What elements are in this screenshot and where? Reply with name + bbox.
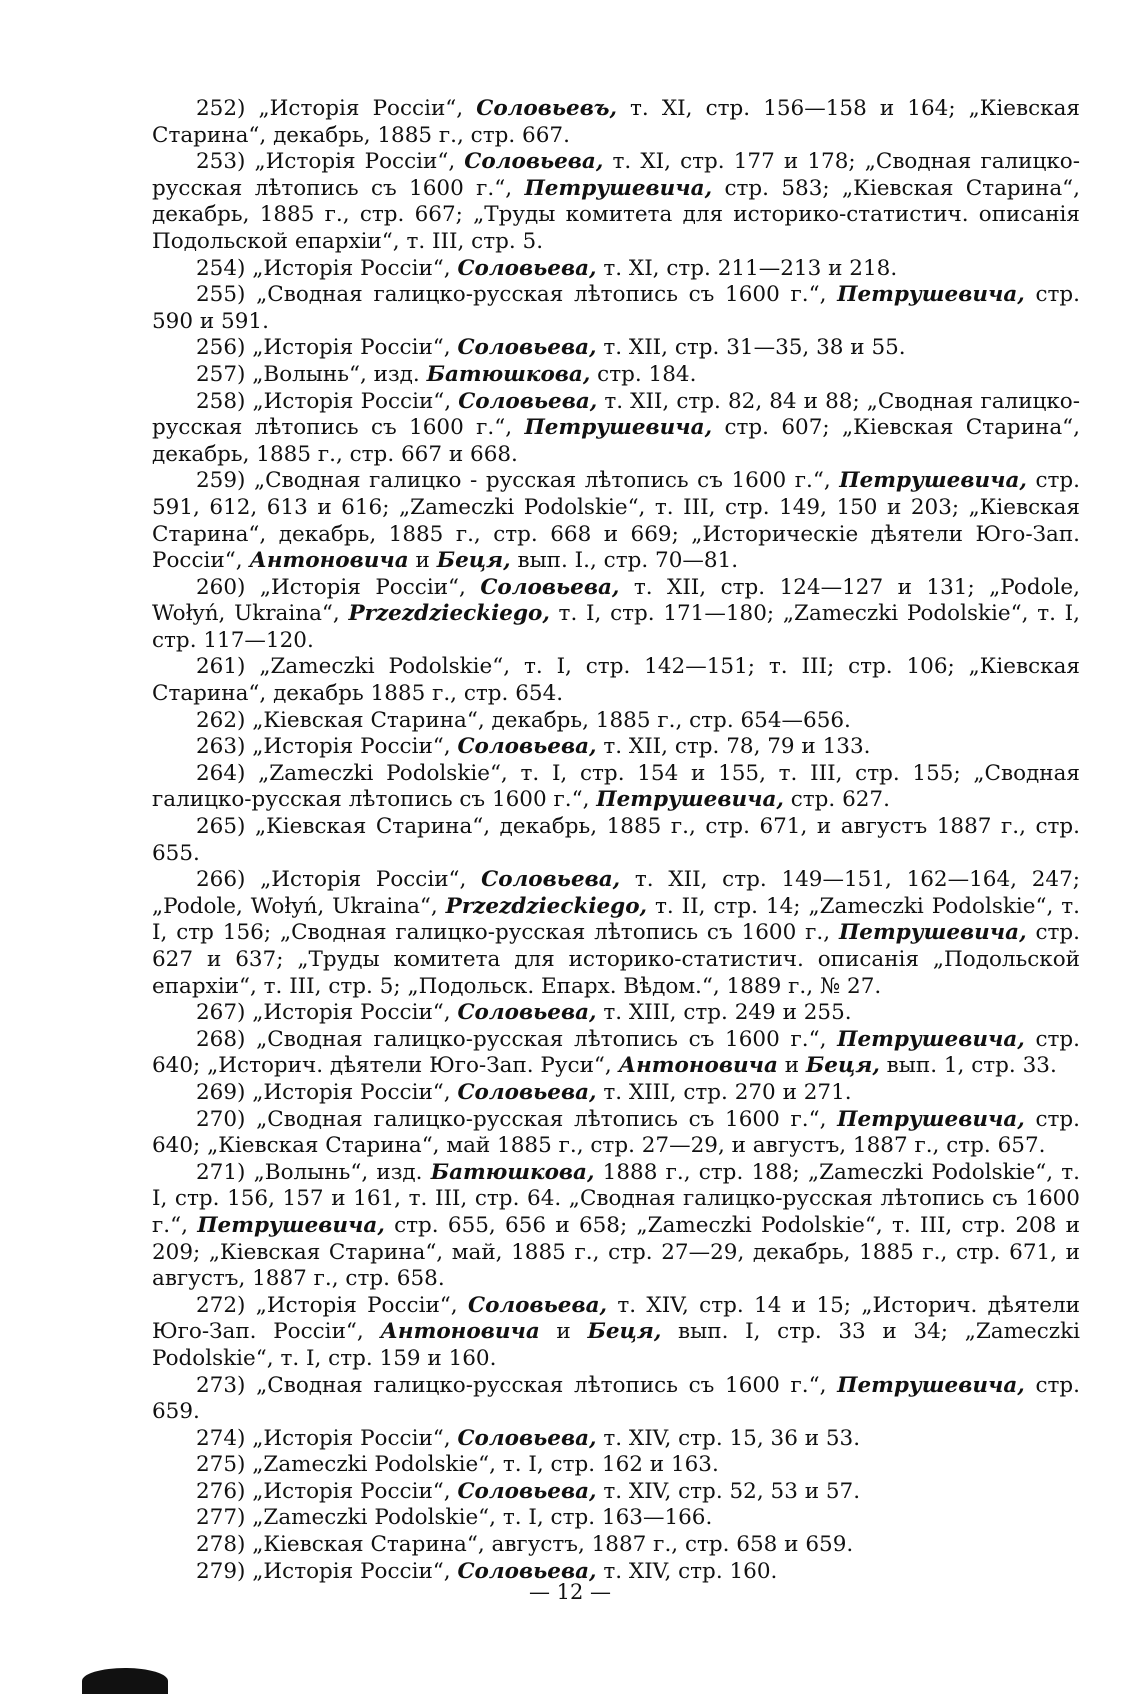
reference-item bbox=[152, 1532, 1080, 1559]
author-name: Петрушевича, bbox=[596, 787, 784, 813]
reference-text: „Сводная галицко-русская лѣтопись съ 1600 г.“, bbox=[256, 1106, 838, 1132]
references-list bbox=[152, 96, 1080, 1585]
reference-text: стр. 590 и 591. bbox=[152, 282, 1080, 334]
reference-text: „Кіевская Старина“, декабрь, 1885 г., стр. 671, и августъ 1887 г., стр. 655. bbox=[152, 814, 1080, 866]
author-name: Петрушевича, bbox=[524, 175, 713, 201]
author-name: Соловьева, bbox=[457, 335, 597, 361]
reference-text: стр. 659. bbox=[152, 1372, 1080, 1425]
reference-text: 1888 г., стр. 188; „Zameczki Podolskie“, т. I, стр. 156, 157 и 161, т. III, стр. 64. „Сводная галицко-русская лѣтопись съ 1600 г.“, bbox=[152, 1159, 1081, 1238]
author-name: Петрушевича, bbox=[837, 1106, 1025, 1132]
reference-text: „Исторія Россіи“, bbox=[252, 335, 458, 361]
author-name: Соловьева, bbox=[480, 574, 620, 600]
reference-text: стр. 184. bbox=[590, 361, 697, 387]
author-name: Антоновича bbox=[249, 548, 409, 574]
reference-text: вып. I., стр. 70—81. bbox=[510, 548, 739, 574]
reference-item bbox=[152, 575, 1080, 655]
reference-item bbox=[152, 468, 1080, 574]
reference-number: 266) bbox=[196, 867, 261, 893]
author-name: Соловьева, bbox=[467, 1292, 608, 1318]
reference-number: 258) bbox=[196, 388, 253, 414]
reference-text: т. XI, стр. 156—158 и 164; „Кіевская Старина“, декабрь, 1885 г., стр. 667. bbox=[152, 96, 1080, 148]
reference-number: 259) bbox=[196, 468, 254, 494]
reference-number: 271) bbox=[196, 1159, 254, 1185]
reference-number: 264) bbox=[196, 760, 259, 786]
reference-text: т. XIV, стр. 14 и 15; „Историч. дѣятели Юго-Зап. Россіи“, bbox=[152, 1292, 1080, 1345]
reference-number: 262) bbox=[196, 707, 253, 733]
reference-number: 257) bbox=[196, 361, 253, 387]
reference-number: 255) bbox=[196, 282, 257, 308]
reference-item bbox=[152, 96, 1080, 149]
reference-item bbox=[152, 149, 1080, 255]
reference-text: т. XIII, стр. 249 и 255. bbox=[596, 1000, 852, 1026]
reference-number: 267) bbox=[196, 1000, 253, 1026]
reference-text: „Исторія Россіи“, bbox=[252, 1425, 458, 1451]
reference-text: т. XII, стр. 124—127 и 131; „Podole, Wołyń, Ukraina“, bbox=[152, 574, 1080, 627]
reference-text: т. XIV, стр. 52, 53 и 57. bbox=[596, 1478, 861, 1504]
reference-number: 269) bbox=[196, 1079, 253, 1105]
reference-text: т. XII, стр. 82, 84 и 88; „Сводная галицко-русская лѣтопись съ 1600 г.“, bbox=[152, 388, 1080, 441]
reference-text: „Zameczki Podolskie“, т. I, стр. 163—166. bbox=[252, 1505, 713, 1531]
reference-item bbox=[152, 1107, 1080, 1160]
reference-text: т. XII, стр. 78, 79 и 133. bbox=[596, 734, 871, 760]
reference-text: т. XIII, стр. 270 и 271. bbox=[596, 1079, 852, 1105]
author-name: Беця, bbox=[436, 548, 511, 574]
author-name: Соловьева, bbox=[481, 867, 621, 893]
reference-number: 275) bbox=[196, 1452, 253, 1478]
author-name: Петрушевича, bbox=[838, 920, 1027, 946]
reference-number: 276) bbox=[196, 1478, 253, 1504]
author-name: Петрушевича, bbox=[197, 1212, 385, 1238]
reference-text: т. XII, стр. 149—151, 162—164, 247; „Podole, Wołyń, Ukraina“, bbox=[152, 867, 1080, 919]
reference-text: „Исторія Россіи“, bbox=[252, 1558, 458, 1584]
reference-text: „Zameczki Podolskie“, т. I, стр. 162 и 163. bbox=[252, 1452, 719, 1478]
reference-text: „Исторія Россіи“, bbox=[252, 1478, 458, 1504]
reference-item bbox=[152, 867, 1080, 1000]
reference-number: 272) bbox=[196, 1292, 256, 1318]
reference-text: „Исторія Россіи“, bbox=[254, 149, 465, 175]
reference-item bbox=[152, 282, 1080, 335]
reference-text: „Исторія Россіи“, bbox=[252, 734, 458, 760]
reference-item bbox=[152, 654, 1080, 707]
scan-smudge bbox=[82, 1668, 168, 1694]
author-name: Беця, bbox=[587, 1319, 662, 1345]
author-name: Przezdzieckiego, bbox=[445, 893, 648, 919]
reference-text: т. XI, стр. 177 и 178; „Сводная галицко-русская лѣтопись съ 1600 г.“, bbox=[152, 149, 1080, 201]
reference-text: „Исторія Россіи“, bbox=[258, 96, 477, 121]
reference-text: и bbox=[539, 1319, 588, 1345]
author-name: Беця, bbox=[805, 1053, 880, 1079]
reference-text: „Исторія Россіи“, bbox=[252, 255, 458, 281]
reference-item bbox=[152, 1000, 1080, 1027]
reference-number: 265) bbox=[196, 814, 255, 840]
reference-text: „Исторія Россіи“, bbox=[255, 1292, 468, 1318]
reference-text: „Сводная галицко-русская лѣтопись съ 1600 г.“, bbox=[256, 282, 838, 308]
reference-text: „Исторія Россіи“, bbox=[259, 574, 481, 600]
reference-item bbox=[152, 1426, 1080, 1453]
reference-number: 253) bbox=[196, 149, 255, 175]
reference-text: т. II, стр. 14; „Zameczki Podolskie“, т. I, стр 156; „Сводная галицко-русская лѣтопись съ 1600 г., bbox=[152, 893, 1080, 946]
reference-number: 277) bbox=[196, 1505, 253, 1531]
reference-item bbox=[152, 1479, 1080, 1506]
reference-text: „Zameczki Podolskie“, т. I, стр. 142—151; т. III; стр. 106; „Кіевская Старина“, декабрь 1885 г., стр. 654. bbox=[152, 654, 1080, 707]
reference-number: 274) bbox=[196, 1425, 253, 1451]
page-number: — 12 — bbox=[528, 1580, 612, 1604]
reference-text: „Кіевская Старина“, августъ, 1887 г., стр. 658 и 659. bbox=[252, 1532, 854, 1558]
author-name: Соловьева, bbox=[457, 1079, 597, 1105]
author-name: Петрушевича, bbox=[524, 415, 713, 441]
reference-item bbox=[152, 1293, 1080, 1373]
reference-text: т. XIV, стр. 15, 36 и 53. bbox=[596, 1425, 861, 1451]
author-name: Соловьева, bbox=[464, 149, 604, 175]
author-name: Соловьева, bbox=[458, 388, 598, 414]
reference-text: т. I, стр. 171—180; „Zameczki Podolskie“, т. I, стр. 117—120. bbox=[152, 601, 1080, 653]
reference-text: т. XI, стр. 211—213 и 218. bbox=[596, 255, 898, 281]
reference-item bbox=[152, 761, 1080, 814]
author-name: Петрушевича, bbox=[839, 468, 1027, 494]
reference-item bbox=[152, 814, 1080, 867]
reference-number: 261) bbox=[196, 654, 260, 680]
reference-text: стр. 583; „Кіевская Старина“, декабрь, 1885 г., стр. 667; „Труды комитета для историко-статистич. описанія Подольской епархіи“, т. III, стр. 5. bbox=[152, 175, 1080, 254]
author-name: Соловьевъ, bbox=[476, 96, 617, 121]
reference-number: 278) bbox=[196, 1532, 253, 1558]
reference-number: 254) bbox=[196, 255, 253, 281]
author-name: Przezdzieckiego, bbox=[348, 601, 550, 627]
reference-text: т. XIV, стр. 160. bbox=[596, 1558, 778, 1584]
reference-item bbox=[152, 1027, 1080, 1080]
reference-text: „Сводная галицко-русская лѣтопись съ 1600 г.“, bbox=[256, 1372, 838, 1398]
reference-text: „Волынь“, изд. bbox=[252, 361, 427, 387]
reference-text: т. XII, стр. 31—35, 38 и 55. bbox=[596, 335, 906, 361]
reference-item bbox=[152, 389, 1080, 469]
reference-item bbox=[152, 708, 1080, 735]
author-name: Петрушевича, bbox=[837, 282, 1025, 308]
reference-number: 256) bbox=[196, 335, 253, 361]
reference-text: стр. 627. bbox=[783, 787, 890, 813]
reference-item bbox=[152, 256, 1080, 283]
reference-item bbox=[152, 734, 1080, 761]
reference-item bbox=[152, 1505, 1080, 1532]
reference-number: 263) bbox=[196, 734, 253, 760]
reference-text: „Сводная галицко-русская лѣтопись съ 1600 г.“, bbox=[256, 1026, 838, 1052]
reference-text: „Исторія Россіи“, bbox=[260, 867, 482, 893]
reference-text: „Волынь“, изд. bbox=[253, 1159, 431, 1185]
author-name: Антоновича bbox=[380, 1319, 540, 1345]
reference-number: 268) bbox=[196, 1026, 257, 1052]
author-name: Соловьева, bbox=[457, 1000, 597, 1026]
reference-text: и bbox=[777, 1053, 806, 1079]
reference-text: стр. 655, 656 и 658; „Zameczki Podolskie“, т. III, стр. 208 и 209; „Кіевская Старина“, май, 1885 г., стр. 27—29, декабрь, 1885 г., стр. 671, и августъ, 1887 г., стр. 658. bbox=[152, 1212, 1080, 1292]
reference-text: и bbox=[408, 548, 437, 574]
reference-item bbox=[152, 1452, 1080, 1479]
reference-text: „Кіевская Старина“, декабрь, 1885 г., стр. 654—656. bbox=[252, 707, 851, 733]
reference-text: стр. 640; „Кіевская Старина“, май 1885 г., стр. 27—29, и августъ, 1887 г., стр. 657. bbox=[152, 1106, 1080, 1159]
reference-text: стр. 591, 612, 613 и 616; „Zameczki Podolskie“, т. III, стр. 149, 150 и 203; „Кіевская Старина“, декабрь, 1885 г., стр. 668 и 669; „Историческіе дѣятели Юго-Зап. Россіи“, bbox=[152, 468, 1080, 574]
reference-text: „Zameczki Podolskie“, т. I, стр. 154 и 155, т. III, стр. 155; „Сводная галицко-русская лѣтопись съ 1600 г.“, bbox=[152, 760, 1080, 813]
reference-number: 252) bbox=[196, 96, 259, 121]
reference-text: „Сводная галицко - русская лѣтопись съ 1600 г.“, bbox=[254, 468, 840, 494]
author-name: Соловьева, bbox=[457, 1478, 597, 1504]
author-name: Батюшкова, bbox=[426, 361, 591, 387]
author-name: Соловьева, bbox=[457, 734, 597, 760]
author-name: Батюшкова, bbox=[430, 1159, 595, 1185]
reference-item bbox=[152, 1373, 1080, 1426]
reference-text: вып. 1, стр. 33. bbox=[879, 1053, 1057, 1079]
reference-item bbox=[152, 1080, 1080, 1107]
reference-text: стр. 640; „Историч. дѣятели Юго-Зап. Руси“, bbox=[152, 1026, 1080, 1079]
reference-number: 273) bbox=[196, 1372, 257, 1398]
reference-number: 279) bbox=[196, 1558, 253, 1584]
reference-item bbox=[152, 335, 1080, 362]
author-name: Петрушевича, bbox=[837, 1372, 1025, 1398]
reference-text: „Исторія Россіи“, bbox=[252, 388, 459, 414]
author-name: Соловьева, bbox=[457, 1425, 597, 1451]
author-name: Антоновича bbox=[618, 1053, 778, 1079]
author-name: Соловьева, bbox=[457, 1558, 597, 1584]
reference-item bbox=[152, 1160, 1080, 1293]
reference-text: вып. I, стр. 33 и 34; „Zameczki Podolskie“, т. I, стр. 159 и 160. bbox=[152, 1319, 1080, 1371]
reference-number: 260) bbox=[196, 574, 260, 600]
author-name: Соловьева, bbox=[457, 255, 597, 281]
reference-text: стр. 607; „Кіевская Старина“, декабрь, 1885 г., стр. 667 и 668. bbox=[152, 415, 1080, 467]
author-name: Петрушевича, bbox=[837, 1026, 1025, 1052]
reference-text: „Исторія Россіи“, bbox=[252, 1000, 458, 1026]
reference-text: стр. 627 и 637; „Труды комитета для историко-статистич. описанія „Подольской епархіи“, т. III, стр. 5; „Подольск. Епарх. Вѣдом.“, 1889 г., № 27. bbox=[152, 920, 1080, 999]
reference-item bbox=[152, 362, 1080, 389]
reference-number: 270) bbox=[196, 1106, 257, 1132]
reference-text: „Исторія Россіи“, bbox=[252, 1079, 458, 1105]
